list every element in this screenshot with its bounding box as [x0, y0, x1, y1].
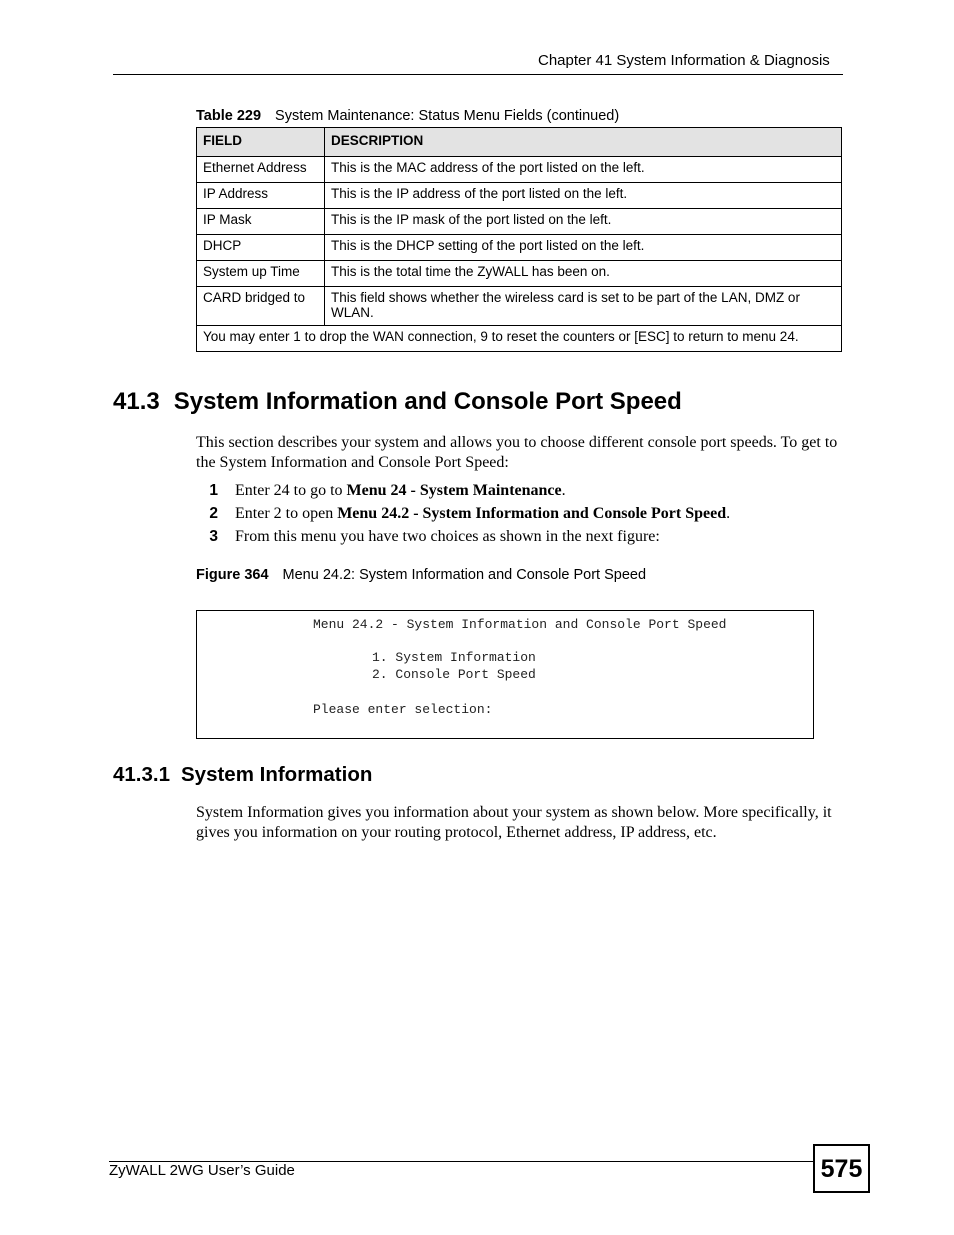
- terminal-figure: [196, 610, 814, 739]
- terminal-option-system-information: 1. System Information: [372, 650, 536, 665]
- column-header-description: DESCRIPTION: [325, 128, 842, 157]
- subsection-paragraph: System Information gives you information about your system as shown below. More specifically, it gives you information on your routing protocol, Ethernet address, IP address, etc.: [196, 804, 832, 841]
- page-number: 575: [813, 1144, 870, 1193]
- figure-caption-label: Figure 364: [196, 567, 269, 583]
- intro-paragraph: This section describes your system and allows you to choose different console port speeds. To get to the System Information and Console Port Speed:: [196, 434, 838, 471]
- step-text-end: .: [726, 505, 731, 522]
- terminal-option-console-port-speed: 2. Console Port Speed: [372, 667, 536, 682]
- step-text: Enter 2 to open: [235, 505, 338, 522]
- field-cell: IP Address: [197, 183, 325, 209]
- table-footer-note: You may enter 1 to drop the WAN connection, 9 to reset the counters or [ESC] to return to menu 24.: [197, 326, 842, 352]
- table-row: [197, 157, 842, 183]
- table-header-row: [197, 128, 842, 157]
- section-title: System Information and Console Port Speed: [173, 388, 682, 415]
- table-row: [197, 287, 842, 326]
- step-menu-name: Menu 24.2 - System Information and Console Port Speed: [337, 505, 727, 522]
- table-row: [197, 209, 842, 235]
- subsection-heading: [113, 763, 372, 787]
- section-heading: [113, 388, 682, 416]
- table-caption-label: Table 229: [196, 108, 262, 124]
- table-row: [197, 261, 842, 287]
- section-number: 41.3: [113, 388, 160, 415]
- step-item: [196, 482, 566, 500]
- figure-caption-text: Menu 24.2: System Information and Console Port Speed: [282, 567, 647, 583]
- description-cell: This is the IP address of the port listed on the left.: [325, 183, 842, 209]
- step-number: 2: [209, 505, 218, 522]
- table-caption-text: System Maintenance: Status Menu Fields (continued): [275, 108, 620, 124]
- step-item: [196, 528, 660, 546]
- description-cell: This is the total time the ZyWALL has been on.: [325, 261, 842, 287]
- description-cell: This is the IP mask of the port listed on the left.: [325, 209, 842, 235]
- description-cell: This is the MAC address of the port listed on the left.: [325, 157, 842, 183]
- step-text: From this menu you have two choices as shown in the next figure:: [235, 528, 660, 545]
- subsection-title: System Information: [181, 763, 373, 786]
- field-cell: IP Mask: [197, 209, 325, 235]
- figure-caption: [196, 567, 646, 583]
- terminal-menu-title: Menu 24.2 - System Information and Console Port Speed: [313, 617, 727, 632]
- description-cell: This is the DHCP setting of the port listed on the left.: [325, 235, 842, 261]
- step-text-end: .: [561, 482, 566, 499]
- table-caption: [196, 108, 619, 124]
- header-rule: [113, 74, 843, 75]
- footer-guide-title: ZyWALL 2WG User’s Guide: [109, 1162, 295, 1179]
- table-row: [197, 235, 842, 261]
- step-text: Enter 24 to go to: [235, 482, 347, 499]
- subsection-number: 41.3.1: [113, 763, 170, 786]
- description-cell: This field shows whether the wireless card is set to be part of the LAN, DMZ or WLAN.: [325, 287, 842, 326]
- step-menu-name: Menu 24 - System Maintenance: [346, 482, 562, 499]
- table-footer-row: [197, 326, 842, 352]
- column-header-field: FIELD: [197, 128, 325, 157]
- field-cell: DHCP: [197, 235, 325, 261]
- fields-table: [196, 127, 842, 352]
- step-number: 1: [209, 482, 218, 499]
- field-cell: System up Time: [197, 261, 325, 287]
- step-item: [196, 505, 730, 523]
- field-cell: CARD bridged to: [197, 287, 325, 326]
- field-cell: Ethernet Address: [197, 157, 325, 183]
- step-number: 3: [209, 528, 218, 545]
- running-header: Chapter 41 System Information & Diagnosis: [538, 52, 830, 69]
- table-row: [197, 183, 842, 209]
- terminal-prompt: Please enter selection:: [313, 702, 493, 717]
